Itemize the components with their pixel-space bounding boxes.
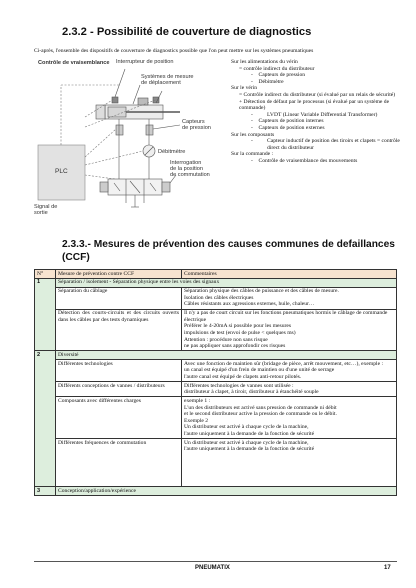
label-interrogation-3: de commutation xyxy=(170,172,210,178)
legend-item: - LVDT (Linear Variable Differential Transformer) xyxy=(251,111,378,118)
legend-item: - Capteurs de position externes xyxy=(251,124,325,131)
table-row xyxy=(35,382,397,397)
label-signal-2: sortie xyxy=(34,210,48,215)
section-row-2 xyxy=(35,351,397,360)
diagnostic-diagram xyxy=(30,57,226,215)
section-title: Conception/application/expérience xyxy=(56,487,397,496)
label-capteurs-2: de pression xyxy=(182,125,211,131)
col-header-mesure: Mesure de prévention contre CCF xyxy=(56,270,182,279)
comment-cell: Différentes technologies de vannes sont utilisée : distributeur à clapet, à tiroir, distributeur à étanchéité souple xyxy=(182,382,397,397)
section-title-232: 2.3.2 - Possibilité de couverture de diagnostics xyxy=(62,26,312,38)
legend-item: - Capteurs de position internes xyxy=(251,118,324,125)
table-header-row xyxy=(35,270,397,279)
section-title: Diversité xyxy=(56,351,397,360)
comment-cell: Séparation physique des câbles de puissance et des câbles de mesure. Isolation des câbles électriques Câbles résistants aux agressions externes, huile, chaleur… xyxy=(182,287,397,309)
table-row xyxy=(35,439,397,487)
page-number: 17 xyxy=(384,565,391,571)
legend-item: Sur les composants xyxy=(231,131,275,138)
label-controle: Contrôle de vraisemblance xyxy=(38,60,110,66)
label-capteurs-1: Capteurs xyxy=(182,119,205,125)
section-row-1 xyxy=(35,278,397,287)
section-title-233: 2.3.3.- Mesures de prévention des causes communes de defaillances (CCF) xyxy=(62,239,395,263)
diagnostic-legend xyxy=(231,59,401,165)
mesure-cell: Différents conceptions de vannes / distributeurs xyxy=(56,382,182,397)
legend-item: Sur la commande : xyxy=(231,151,274,158)
label-systemes-2: de déplacement xyxy=(141,80,181,86)
legend-item: Sur le vérin xyxy=(231,85,258,92)
legend-item: - Débitmètre xyxy=(251,78,284,85)
legend-item: Sur les alimentations du vérin xyxy=(231,59,298,65)
label-plc: PLC xyxy=(55,168,68,175)
section-number: 3 xyxy=(35,487,56,496)
comment-cell: Un distributeur est activé à chaque cycle de la machine, l'autre uniquement à la demande de la fonction de sécurité xyxy=(182,439,397,487)
col-header-no: N° xyxy=(35,270,56,279)
label-interrogation-2: de la position xyxy=(170,166,203,172)
mesure-cell: Différentes fréquences de commutation xyxy=(56,439,182,487)
footer-brand: PNEUMATIX xyxy=(195,565,230,571)
footer-divider xyxy=(34,561,397,562)
table-row xyxy=(35,309,397,351)
table-row xyxy=(35,360,397,382)
legend-item: - Capteur inductif de position des tiroirs et clapets = contrôle direct du distributeur xyxy=(251,138,400,151)
comment-cell: exemple 1 : L'un des distributeurs est activé sans pression de commande ni débit et le second distributeur active la pression de commande ou le débit. Exemple 2 Un distributeur est activé à chaque cycle de la machine, l'autre uniquement à la demande de la fonction de sécurité xyxy=(182,397,397,439)
comment-cell: Avec une fonction de maintien sûr (bridage de pièce, arrêt mouvement, etc…), exemple : un canal est équipé d'un frein de maintien ou d'une unité de serrage l'autre canal est équipé de clapets anti-retour pilotés. xyxy=(182,360,397,382)
legend-item: = contrôle indirect du distributeur xyxy=(239,65,315,72)
table-row xyxy=(35,397,397,439)
label-systemes-1: Systèmes de mesure xyxy=(141,74,194,80)
legend-item: = Contrôle indirect du distributeur (si évalué par un relais de sécurité) xyxy=(239,91,396,98)
mesure-cell: Séparation du câblage xyxy=(56,287,182,309)
label-debitmetre: Débitmètre xyxy=(158,149,186,155)
intro-paragraph: Ci-après, l'ensemble des dispositifs de couverture de diagnostics possible que l'on peut mettre sur les systèmes pneumatiques xyxy=(34,48,314,54)
legend-item: - Contrôle de vraisemblance des mouvements xyxy=(251,157,358,164)
table-row xyxy=(35,287,397,309)
section-number: 1 xyxy=(35,278,56,351)
label-signal-1: Signal de xyxy=(34,204,58,210)
label-interrupteur: Interrupteur de position xyxy=(116,59,174,65)
mesure-cell: Composants avec différentes charges xyxy=(56,397,182,439)
label-interrogation-1: Interrogation xyxy=(170,160,202,166)
col-header-commentaires: Commentaires xyxy=(182,270,397,279)
section-number: 2 xyxy=(35,351,56,487)
section-row-3 xyxy=(35,487,397,496)
comment-cell: Il n'y a pas de court circuit sur les fonctions pneumatiques hormis le câblage de commande électrique Préférer le 4-20mA si possible pour les mesures impulsions de test (envoi de pulse < quelques ms) Attention : procédure non sans risque ne pas appliquer sans approfondir ces risques xyxy=(182,309,397,351)
section-title: Séparation / isolement - Séparation physique entre les voies des signaux xyxy=(56,278,397,287)
mesure-cell: Différentes technologies xyxy=(56,360,182,382)
ccf-table xyxy=(34,269,397,496)
mesure-cell: Détection des courts-circuits et des circuits ouverts dans les câbles par des tests dynamiques xyxy=(56,309,182,351)
legend-item: + Détection de défaut par le processus (si évalué par un système de commande) xyxy=(239,98,390,112)
legend-item: - Capteurs de pression xyxy=(251,72,306,79)
